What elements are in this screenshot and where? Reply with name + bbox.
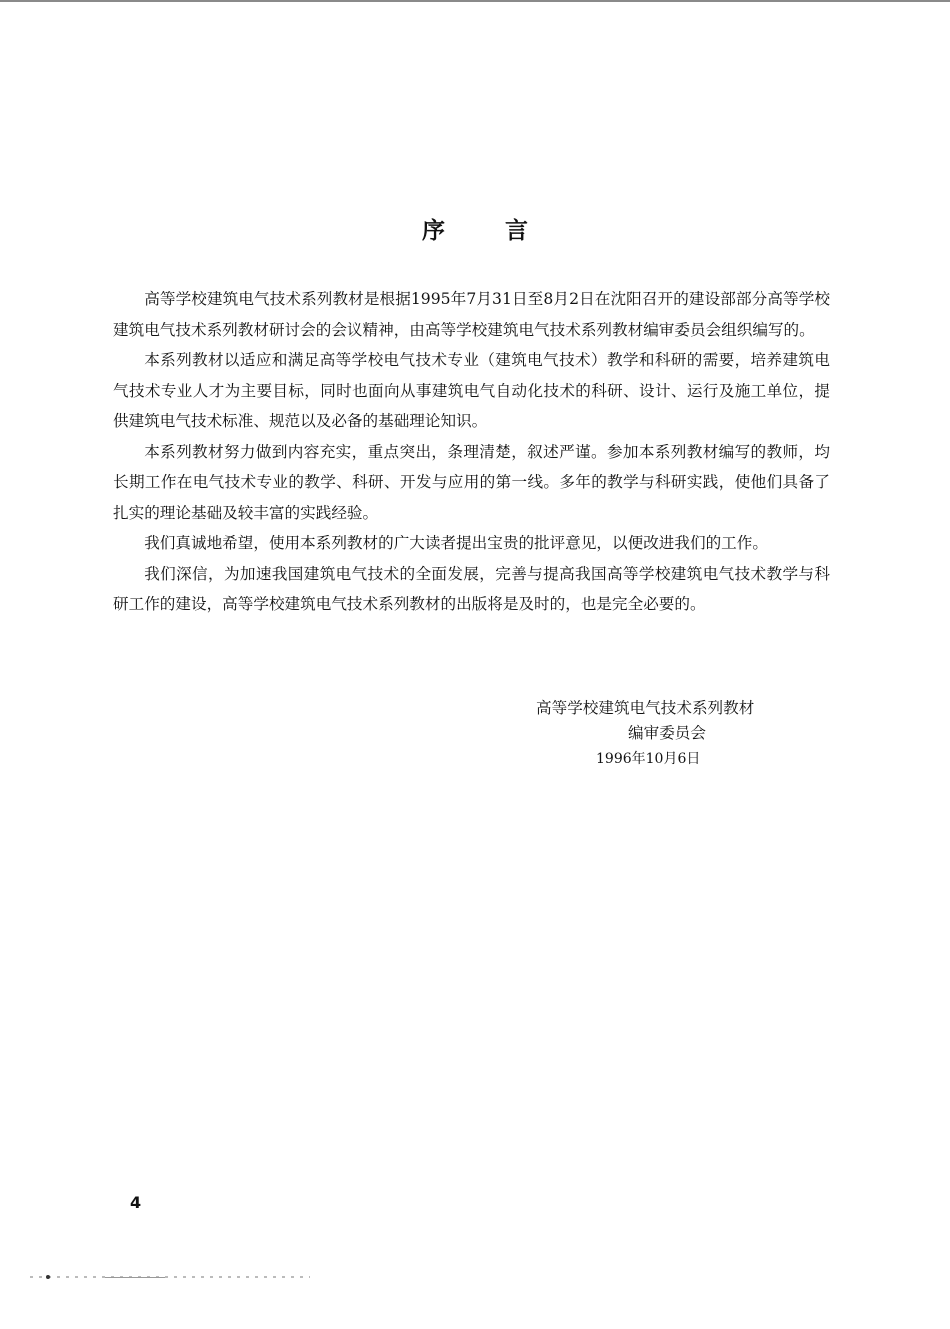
paragraph-3: 本系列教材努力做到内容充实，重点突出，条理清楚，叙述严谨。参加本系列教材编写的教师，均长期工作在电气技术专业的教学、科研、开发与应用的第一线。多年的教学与科研实践，使他们具备了扎实的理论基础及较丰富的实践经验。 [113,442,830,522]
page-number: 4 [130,1193,142,1212]
paragraph-2: 本系列教材以适应和满足高等学校电气技术专业（建筑电气技术）教学和科研的需要，培养建筑电气技术专业人才为主要目标，同时也面向从事建筑电气自动化技术的科研、设计、运行及施工单位，提供建筑电气技术标准、规范以及必备的基础理论知识。 [113,351,830,430]
title-char-2: 言 [505,218,528,244]
paragraph-5: 我们深信，为加速我国建筑电气技术的全面发展，完善与提高我国高等学校建筑电气技术教学与科研工作的建设，高等学校建筑电气技术系列教材的出版将是及时的，也是完全必要的。 [113,564,830,613]
scan-artifact-line-dark [105,1277,165,1278]
scan-artifact-dot [46,1275,50,1279]
paragraph-4: 我们真诚地希望，使用本系列教材的广大读者提出宝贵的批评意见，以便改进我们的工作。 [144,534,768,552]
title-char-1: 序 [422,218,445,244]
paragraph-1: 高等学校建筑电气技术系列教材是根据1995年7月31日至8月2日在沈阳召开的建设部部分高等学校建筑电气技术系列教材研讨会的会议精神，由高等学校建筑电气技术系列教材编审委员会组织编写的。 [113,290,830,339]
page-title [0,212,950,245]
preface-body [113,284,830,620]
signature-committee: 编审委员会 [628,724,706,742]
signature-organization: 高等学校建筑电气技术系列教材 [536,699,755,717]
signature-date: 1996年10月6日 [596,751,701,767]
scan-artifact-line [30,1276,310,1278]
top-border-rule [0,0,950,2]
